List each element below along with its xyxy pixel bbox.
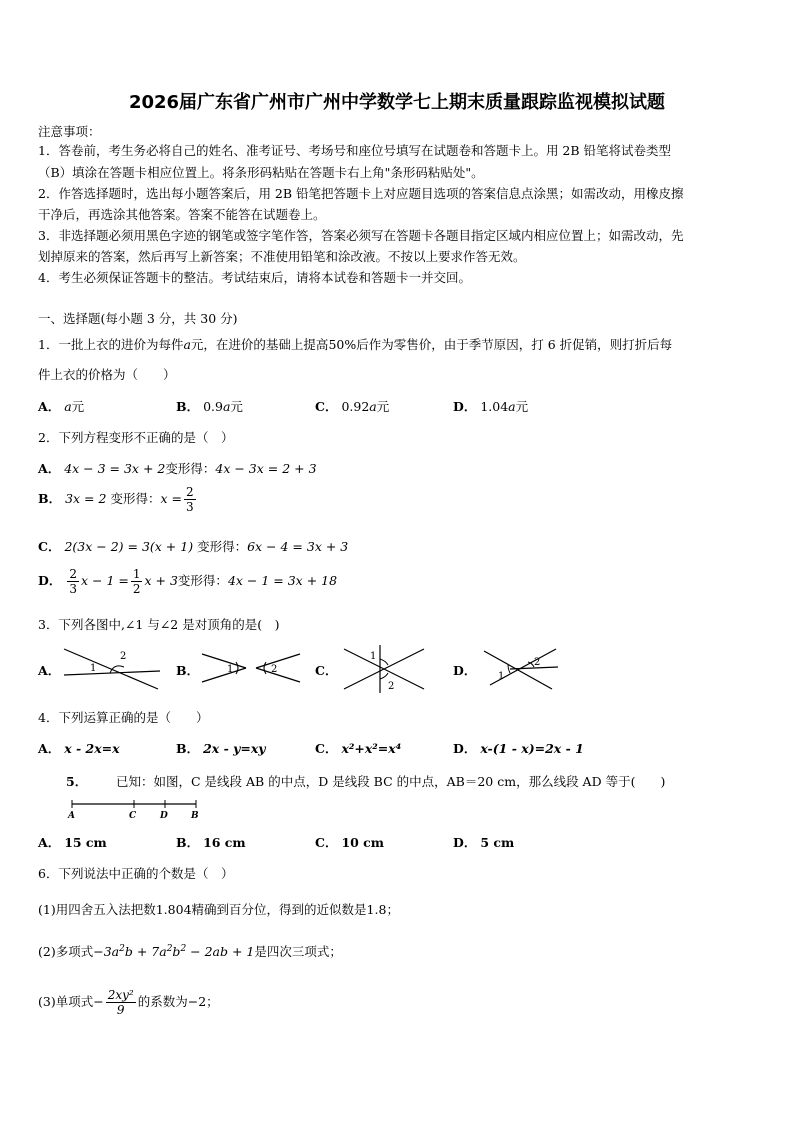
page-title: 2026届广东省广州市广州中学数学七上期末质量跟踪监视模拟试题	[128, 92, 666, 113]
point-c-label: C	[129, 811, 137, 821]
equation: 3x = 2	[65, 491, 107, 506]
notice-line: 1．答卷前，考生务必将自己的姓名、准考证号、考场号和座位号填写在试题卷和答题卡上。用 2B 铅笔将试卷类型	[38, 143, 672, 158]
q3-option-b-label[interactable]: B．	[176, 663, 200, 678]
angle-figure-c	[340, 645, 430, 695]
statement-text: ；	[206, 994, 219, 1009]
q1-var: a	[369, 399, 377, 414]
q5-option-b[interactable]	[176, 833, 246, 851]
q2-option-b[interactable]	[38, 485, 198, 514]
option-label: A．	[38, 835, 61, 850]
angle-1-label: 1	[90, 663, 97, 674]
option-text: x-(1 - x)=2x - 1	[480, 741, 584, 756]
q5-option-d[interactable]	[453, 833, 514, 851]
polynomial-expression: $-3a^2b + 7a^2b^2 - 2ab + 1$	[93, 943, 255, 959]
q6-statement-3: (3)单项式− $\frac{\text{2xy²}}{9}$ 的系数为−2；	[38, 988, 219, 1017]
coef: 0.92	[341, 399, 370, 414]
notice-line: 划掉原来的答案，然后再写上新答案；不准使用铅笔和涂改液。不按以上要求作答无效。	[38, 249, 526, 264]
option-label: A．	[38, 399, 61, 414]
q2-stem: 2．下列方程变形不正确的是（ ）	[38, 430, 234, 445]
statement-text: 的系数为	[137, 994, 188, 1009]
q5-option-a[interactable]	[38, 833, 107, 851]
option-label: B．	[176, 741, 200, 756]
section-heading: 一、选择题(每小题 3 分，共 30 分)	[38, 311, 238, 326]
fraction-numerator: 2xy²	[107, 988, 134, 1002]
coef: 1.04	[480, 399, 509, 414]
q1-option-b[interactable]	[176, 397, 243, 415]
angle-2-label: 2	[271, 664, 278, 675]
q3-option-d-label[interactable]: D．	[453, 663, 477, 678]
statement-text: 精确到百分位，得到的近似数是	[191, 902, 367, 917]
equation: 6x − 4 = 3x + 3	[247, 539, 349, 554]
option-label: D．	[453, 399, 477, 414]
fraction-denominator: 3	[185, 500, 194, 514]
q1-pct: 50%	[328, 337, 357, 352]
q4-option-b[interactable]	[176, 739, 266, 757]
statement-number: −2	[187, 994, 207, 1009]
notice-line: 2．作答选择题时，选出每小题答案后，用 2B 铅笔把答题卡上对应题目选项的答案信息点涂黑；如需改动，用橡皮擦	[38, 186, 684, 201]
coef: 0.9	[203, 399, 223, 414]
statement-tag: (3)	[38, 994, 56, 1009]
segment-figure	[62, 796, 202, 822]
change-text: 变形得：	[197, 539, 248, 554]
notice-line: 3．非选择题必须用黑色字迹的钢笔或签字笔作答，答案必须写在答题卡各题目指定区域内相应位置上；如需改动，先	[38, 228, 684, 243]
equation: x + 3	[144, 573, 178, 588]
unit: 元	[376, 399, 390, 414]
q2-option-d[interactable]	[38, 567, 337, 596]
angle-1-label: 1	[498, 671, 505, 682]
statement-number: 1.804	[155, 902, 192, 917]
q6-statement-1	[38, 900, 399, 918]
q5-option-c[interactable]	[315, 833, 384, 851]
statement-text: 是四次三项式；	[254, 944, 342, 959]
change-text: 变形得：	[110, 491, 161, 506]
option-text: 15 cm	[64, 835, 107, 850]
option-text: x²+x²=x⁴	[341, 741, 402, 756]
q5-number: 5．	[66, 774, 88, 789]
change-text: 变形得：	[165, 461, 216, 476]
q5-stem: 已知：如图，C 是线段 AB 的中点，D 是线段 BC 的中点，AB＝20 cm，那么线段 AD 等于( )	[116, 774, 666, 789]
angle-1-label: 1	[370, 651, 377, 662]
notice-line: 4．考生必须保证答题卡的整洁。考试结束后，请将本试卷和答题卡一并交回。	[38, 270, 471, 285]
angle-2-label: 2	[388, 681, 395, 692]
statement-text: 用四舍五入法把数	[55, 902, 156, 917]
q1-stem-2: 件上衣的价格为（ ）	[38, 367, 176, 382]
point-b-label: B	[191, 811, 199, 821]
fraction-denominator: 9	[116, 1003, 125, 1017]
q4-stem: 4．下列运算正确的是（ ）	[38, 710, 209, 725]
point-a-label: A	[68, 811, 75, 821]
option-label: C．	[315, 399, 338, 414]
angle-figure-d	[480, 645, 560, 693]
notice-line: （B）填涂在答题卡相应位置上。将条形码粘贴在答题卡右上角"条形码粘贴处"。	[38, 165, 484, 180]
option-text: x - 2x=x	[64, 741, 120, 756]
option-text: 5 cm	[480, 835, 515, 850]
fraction-numerator: 1	[132, 567, 141, 581]
statement-text: ；	[386, 902, 399, 917]
q1-text: 1．一批上衣的进价为每件	[38, 337, 184, 352]
fraction-denominator: 3	[69, 582, 77, 596]
statement-number: 1.8	[366, 902, 387, 917]
option-label: B．	[38, 491, 62, 506]
option-text: 10 cm	[341, 835, 385, 850]
q6-stem: 6．下列说法中正确的个数是（ ）	[38, 866, 234, 881]
equation: 4x − 1 = 3x + 18	[227, 573, 338, 588]
q1-stem	[38, 335, 672, 353]
equation: 2(3x − 2) = 3(x + 1)	[64, 539, 194, 554]
option-label: D．	[453, 835, 477, 850]
equation: 4x − 3x = 2 + 3	[215, 461, 317, 476]
q2-option-a[interactable]	[38, 459, 317, 477]
q2-option-c[interactable]	[38, 537, 348, 555]
option-label: A．	[38, 461, 61, 476]
angle-2-label: 2	[534, 657, 541, 668]
change-text: 变形得：	[177, 573, 228, 588]
q4-option-c[interactable]	[315, 739, 401, 757]
equation: x − 1 =	[80, 573, 129, 588]
q3-option-c-label[interactable]: C．	[315, 663, 338, 678]
unit: 元	[230, 399, 243, 414]
option-text: 2x - y=xy	[203, 741, 266, 756]
option-text: 16 cm	[203, 835, 246, 850]
option-label: C．	[315, 835, 338, 850]
fraction-numerator: 2	[185, 485, 194, 499]
point-d-label: D	[160, 811, 168, 821]
unit: 元	[71, 399, 85, 414]
option-label: A．	[38, 741, 61, 756]
option-label: D．	[453, 741, 477, 756]
q1-var: a	[64, 399, 72, 414]
angle-1-label: 1	[227, 664, 234, 675]
equation: x =	[160, 491, 182, 506]
option-label: C．	[38, 539, 61, 554]
angle-figure-a	[62, 645, 162, 693]
statement-text: 单项式	[55, 994, 94, 1009]
q1-var: a	[222, 399, 231, 414]
q1-text: 元，在进价的基础上提高	[190, 337, 329, 352]
fraction-numerator: 2	[69, 567, 77, 581]
q4-option-d[interactable]	[453, 739, 584, 757]
fraction-denominator: 2	[132, 582, 141, 596]
q6-statement-2	[38, 942, 342, 960]
angle-2-label: 2	[120, 651, 127, 662]
q1-option-d[interactable]	[453, 397, 528, 415]
statement-tag: (2)	[38, 944, 56, 959]
q3-stem: 3．下列各图中,∠1 与∠2 是对顶角的是( )	[38, 617, 280, 632]
q1-option-c[interactable]	[315, 397, 389, 415]
option-label: C．	[315, 741, 338, 756]
q1-option-a[interactable]	[38, 397, 84, 415]
equation: 4x − 3 = 3x + 2	[64, 461, 166, 476]
notice-heading: 注意事项：	[38, 124, 101, 139]
option-label: D．	[38, 573, 62, 588]
option-label: B．	[176, 835, 200, 850]
q1-var: a	[183, 337, 191, 352]
statement-text: 多项式	[55, 944, 94, 959]
q1-var: a	[508, 399, 516, 414]
notice-line: 干净后，再选涂其他答案。答案不能答在试题卷上。	[38, 207, 326, 222]
q1-text: 后作为零售价，由于季节原因，打 6 折促销，则打折后每	[356, 337, 673, 352]
angle-figure-b	[200, 650, 304, 686]
q3-option-a-label[interactable]: A．	[38, 663, 61, 678]
option-label: B．	[176, 399, 200, 414]
q4-option-a[interactable]	[38, 739, 120, 757]
unit: 元	[515, 399, 529, 414]
statement-tag: (1)	[38, 902, 56, 917]
